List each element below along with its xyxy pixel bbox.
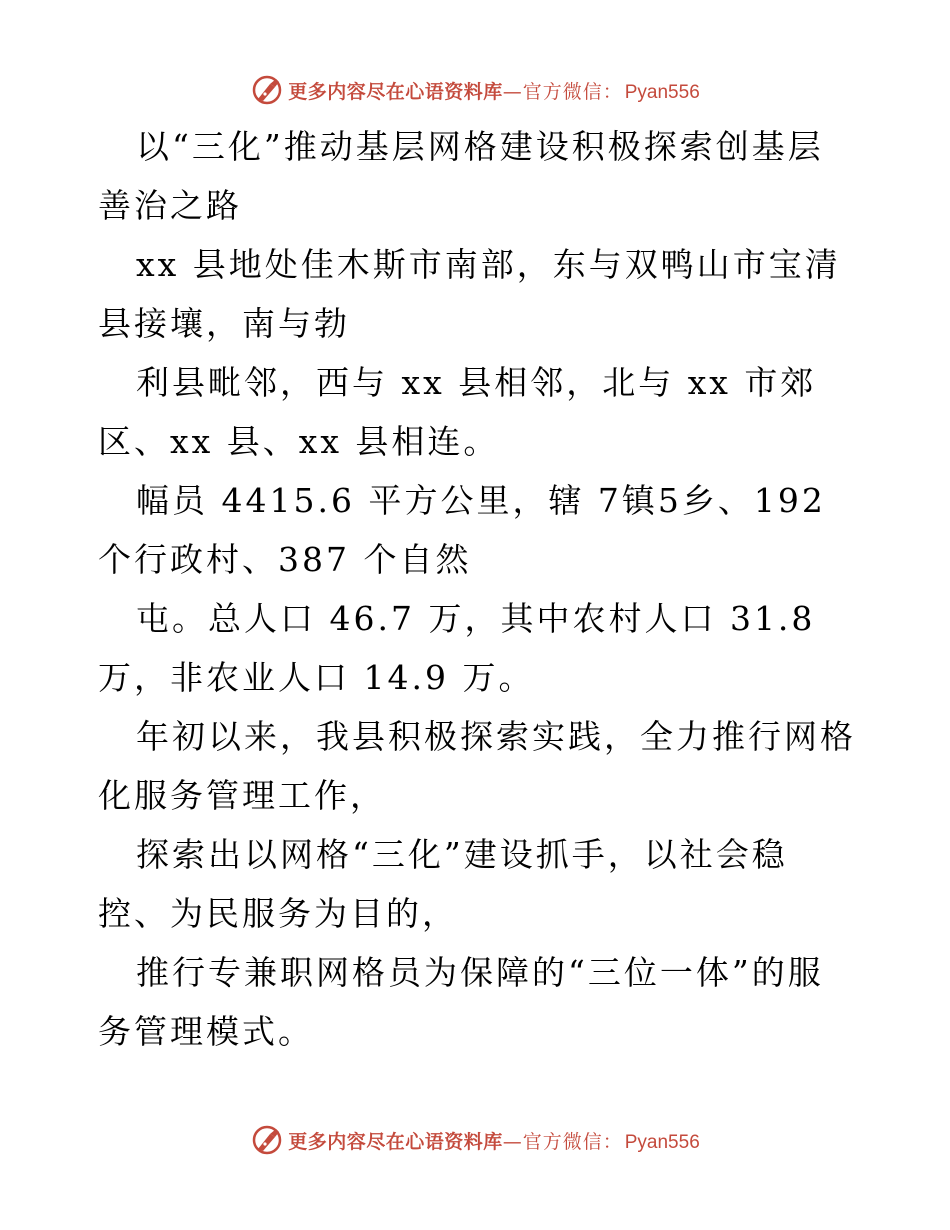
pen-nib-logo-icon: [250, 1123, 284, 1157]
pen-nib-logo-icon: [250, 73, 284, 107]
banner-wechat-id: Pyan556: [624, 1131, 700, 1153]
banner-wechat-id: Pyan556: [624, 81, 700, 103]
footer-banner: [0, 1120, 950, 1160]
paragraph: xx 县地处佳木斯市南部，东与双鸭山市宝清县接壤，南与勃: [98, 245, 841, 343]
paragraph: 推行专兼职网格员为保障的“三位一体”的服务管理模式。: [98, 953, 824, 1051]
header-banner: [0, 70, 950, 110]
banner-label: 官方微信：: [522, 1130, 623, 1153]
paragraph: 探索出以网格“三化”建设抓手，以社会稳控、为民服务为目的，: [98, 835, 788, 933]
paragraph: 屯。总人口 46.7 万，其中农村人口 31.8 万，非农业人口 14.9 万。: [98, 599, 816, 697]
paragraph: 幅员 4415.6 平方公里，辖 7镇5乡、192 个行政村、387 个自然: [98, 481, 826, 579]
banner-separator: —: [502, 80, 523, 103]
banner-title: 更多内容尽在心语资料库: [288, 1130, 503, 1153]
footer-banner-text: [288, 1127, 700, 1154]
banner-separator: —: [502, 1130, 523, 1153]
banner-label: 官方微信：: [522, 80, 623, 103]
paragraph: 利县毗邻，西与 xx 县相邻，北与 xx 市郊区、xx 县、xx 县相连。: [98, 363, 817, 461]
paragraph: 年初以来，我县积极探索实践，全力推行网格化服务管理工作，: [98, 717, 856, 815]
paragraph-title: 以“三化”推动基层网格建设积极探索创基层善治之路: [98, 127, 824, 225]
document-body: [98, 117, 858, 1061]
banner-title: 更多内容尽在心语资料库: [288, 80, 503, 103]
header-banner-text: [288, 77, 700, 104]
